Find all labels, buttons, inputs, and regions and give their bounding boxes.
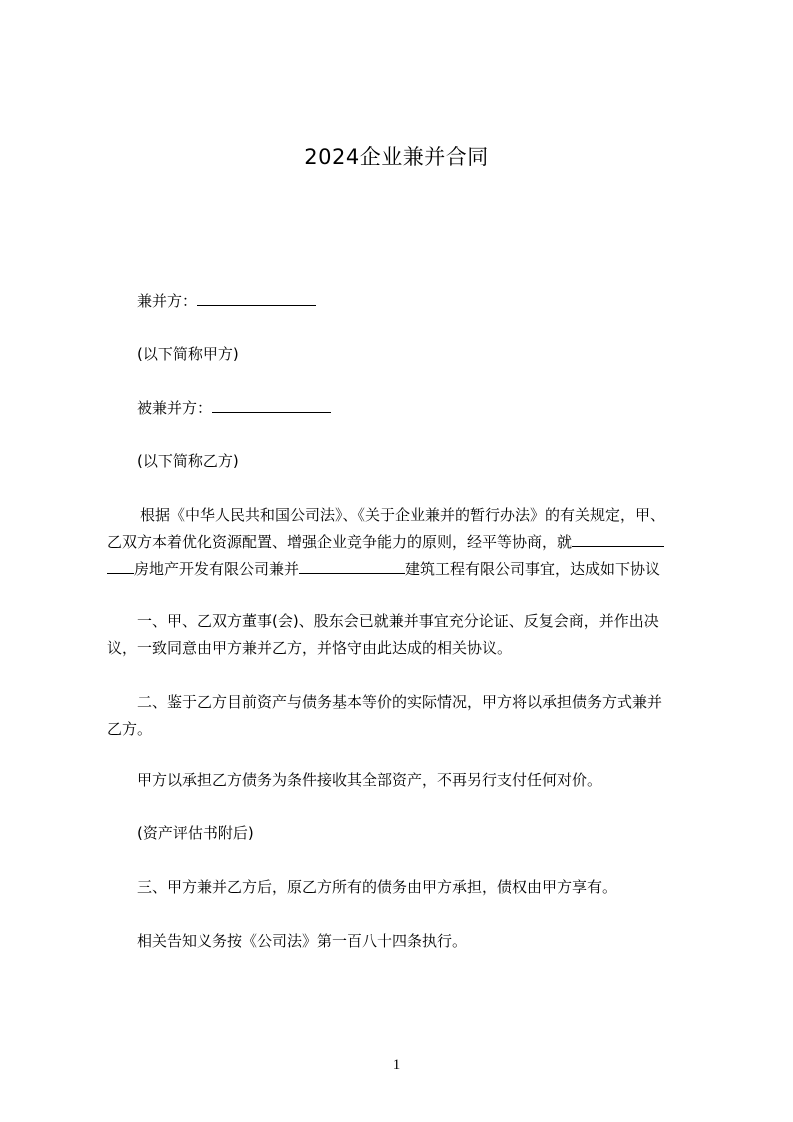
acquiree-note: (以下简称乙方)	[137, 452, 239, 470]
acquirer-label: 兼并方：	[137, 292, 198, 310]
preamble-paragraph	[107, 502, 707, 583]
acquiree-label: 被兼并方：	[137, 399, 213, 417]
clause-1-paragraph	[107, 608, 707, 662]
acquiree-blank	[212, 398, 331, 413]
acquirer-blank	[197, 291, 316, 306]
preamble-line-2	[107, 529, 707, 556]
clause-3: 三、甲方兼并乙方后，原乙方所有的债务由甲方承担，债权由甲方享有。	[137, 878, 618, 896]
clause-2-line-1: 二、鉴于乙方目前资产与债务基本等价的实际情况，甲方将以承担债务方式兼并	[137, 693, 663, 711]
clause-1-line-1: 一、甲、乙双方董事(会)、股东会已就兼并事宜充分论证、反复会商，并作出决	[137, 612, 659, 630]
acquiree-name-blank	[299, 559, 405, 574]
clause-2-paragraph	[107, 689, 707, 743]
preamble-line-3-part1: 房地产开发有限公司兼并	[134, 560, 300, 578]
document-title: 2024企业兼并合同	[304, 145, 489, 169]
acquirer-line	[137, 290, 316, 312]
clause-2-detail: 甲方以承担乙方债务为条件接收其全部资产，不再另行支付任何对价。	[137, 771, 603, 789]
acquiree-line	[137, 397, 331, 419]
preamble-line-3	[107, 556, 707, 583]
clause-3-detail: 相关告知义务按《公司法》第一百八十四条执行。	[137, 932, 468, 950]
page-number: 1	[392, 1057, 401, 1073]
clause-2-line-2: 乙方。	[107, 720, 153, 738]
preamble-line-3-part2: 建筑工程有限公司事宜，达成如下协议	[405, 560, 661, 578]
preamble-line-1: 根据《中华人民共和国公司法》、《关于企业兼并的暂行办法》的有关规定，甲、	[140, 506, 666, 524]
project-blank-b	[107, 559, 134, 574]
clause-2-attachment: (资产评估书附后)	[137, 824, 254, 842]
project-blank-a	[572, 532, 664, 547]
clause-1-line-2: 议，一致同意由甲方兼并乙方，并恪守由此达成的相关协议。	[107, 639, 513, 657]
acquirer-note: (以下简称甲方)	[137, 345, 239, 363]
preamble-line-2-text: 乙双方本着优化资源配置、增强企业竞争能力的原则，经平等协商，就	[107, 533, 573, 551]
